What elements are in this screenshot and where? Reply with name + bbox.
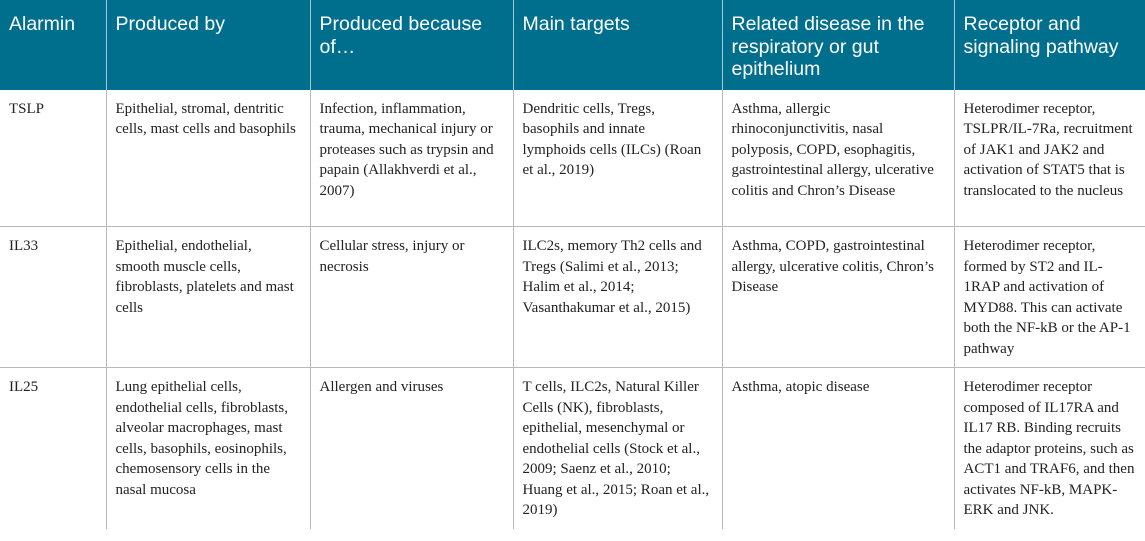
cell-receptor-signaling: Heterodimer receptor, formed by ST2 and IL-1RAP and activation of MYD88. This can activate both the NF-kB or the AP-1 pathway <box>954 227 1145 368</box>
header-row <box>0 0 1145 90</box>
table-row <box>0 227 1145 368</box>
cell-produced-because-of: Allergen and viruses <box>310 368 513 529</box>
cell-related-disease: Asthma, atopic disease <box>722 368 954 529</box>
cell-alarmin: IL25 <box>0 368 106 529</box>
table-row <box>0 90 1145 227</box>
cell-produced-by: Lung epithelial cells, endothelial cells, fibroblasts, alveolar macrophages, mast cells, basophils, eosinophils, chemosensory cells in the nasal mucosa <box>106 368 310 529</box>
table-row <box>0 368 1145 529</box>
cell-produced-by: Epithelial, stromal, dentritic cells, mast cells and basophils <box>106 90 310 227</box>
cell-related-disease: Asthma, allergic rhinoconjunctivitis, nasal polyposis, COPD, esophagitis, gastrointestinal allergy, ulcerative colitis and Chron’s Disease <box>722 90 954 227</box>
cell-produced-by: Epithelial, endothelial, smooth muscle cells, fibroblasts, platelets and mast cells <box>106 227 310 368</box>
cell-alarmin: IL33 <box>0 227 106 368</box>
cell-related-disease: Asthma, COPD, gastrointestinal allergy, ulcerative colitis, Chron’s Disease <box>722 227 954 368</box>
cell-receptor-signaling: Heterodimer receptor composed of IL17RA and IL17 RB. Binding recruits the adaptor proteins, such as ACT1 and TRAF6, and then activates NF-kB, MAPK-ERK and JNK. <box>963 379 1135 518</box>
cell-main-targets: Dendritic cells, Tregs, basophils and innate lymphoids cells (ILCs) (Roan et al., 2019) <box>513 90 722 227</box>
column-header-produced-because-of: Produced because of… <box>310 0 513 90</box>
table-body <box>0 90 1145 529</box>
column-header-produced-by: Produced by <box>106 0 310 90</box>
cell-main-targets: ILC2s, memory Th2 cells and Tregs (Salimi et al., 2013; Halim et al., 2014; Vasanthakumar et al., 2015) <box>513 227 722 368</box>
cell-main-targets: T cells, ILC2s, Natural Killer Cells (NK), fibroblasts, epithelial, mesenchymal or endothelial cells (Stock et al., 2009; Saenz et al., 2010; Huang et al., 2015; Roan et al., 2019) <box>513 368 722 529</box>
table-header <box>0 0 1145 90</box>
cell-alarmin: TSLP <box>0 90 106 227</box>
column-header-main-targets: Main targets <box>513 0 722 90</box>
cell-produced-because-of: Cellular stress, injury or necrosis <box>310 227 513 368</box>
column-header-alarmin: Alarmin <box>0 0 106 90</box>
cell-produced-because-of: Infection, inflammation, trauma, mechanical injury or proteases such as trypsin and papain (Allakhverdi et al., 2007) <box>310 90 513 227</box>
cell-receptor-signaling: Heterodimer receptor, TSLPR/IL-7Ra, recruitment of JAK1 and JAK2 and activation of STAT5 that is translocated to the nucleus <box>954 90 1145 227</box>
column-header-receptor-signaling: Receptor and signaling pathway <box>954 0 1145 90</box>
column-header-related-disease: Related disease in the respiratory or gut epithelium <box>722 0 954 90</box>
